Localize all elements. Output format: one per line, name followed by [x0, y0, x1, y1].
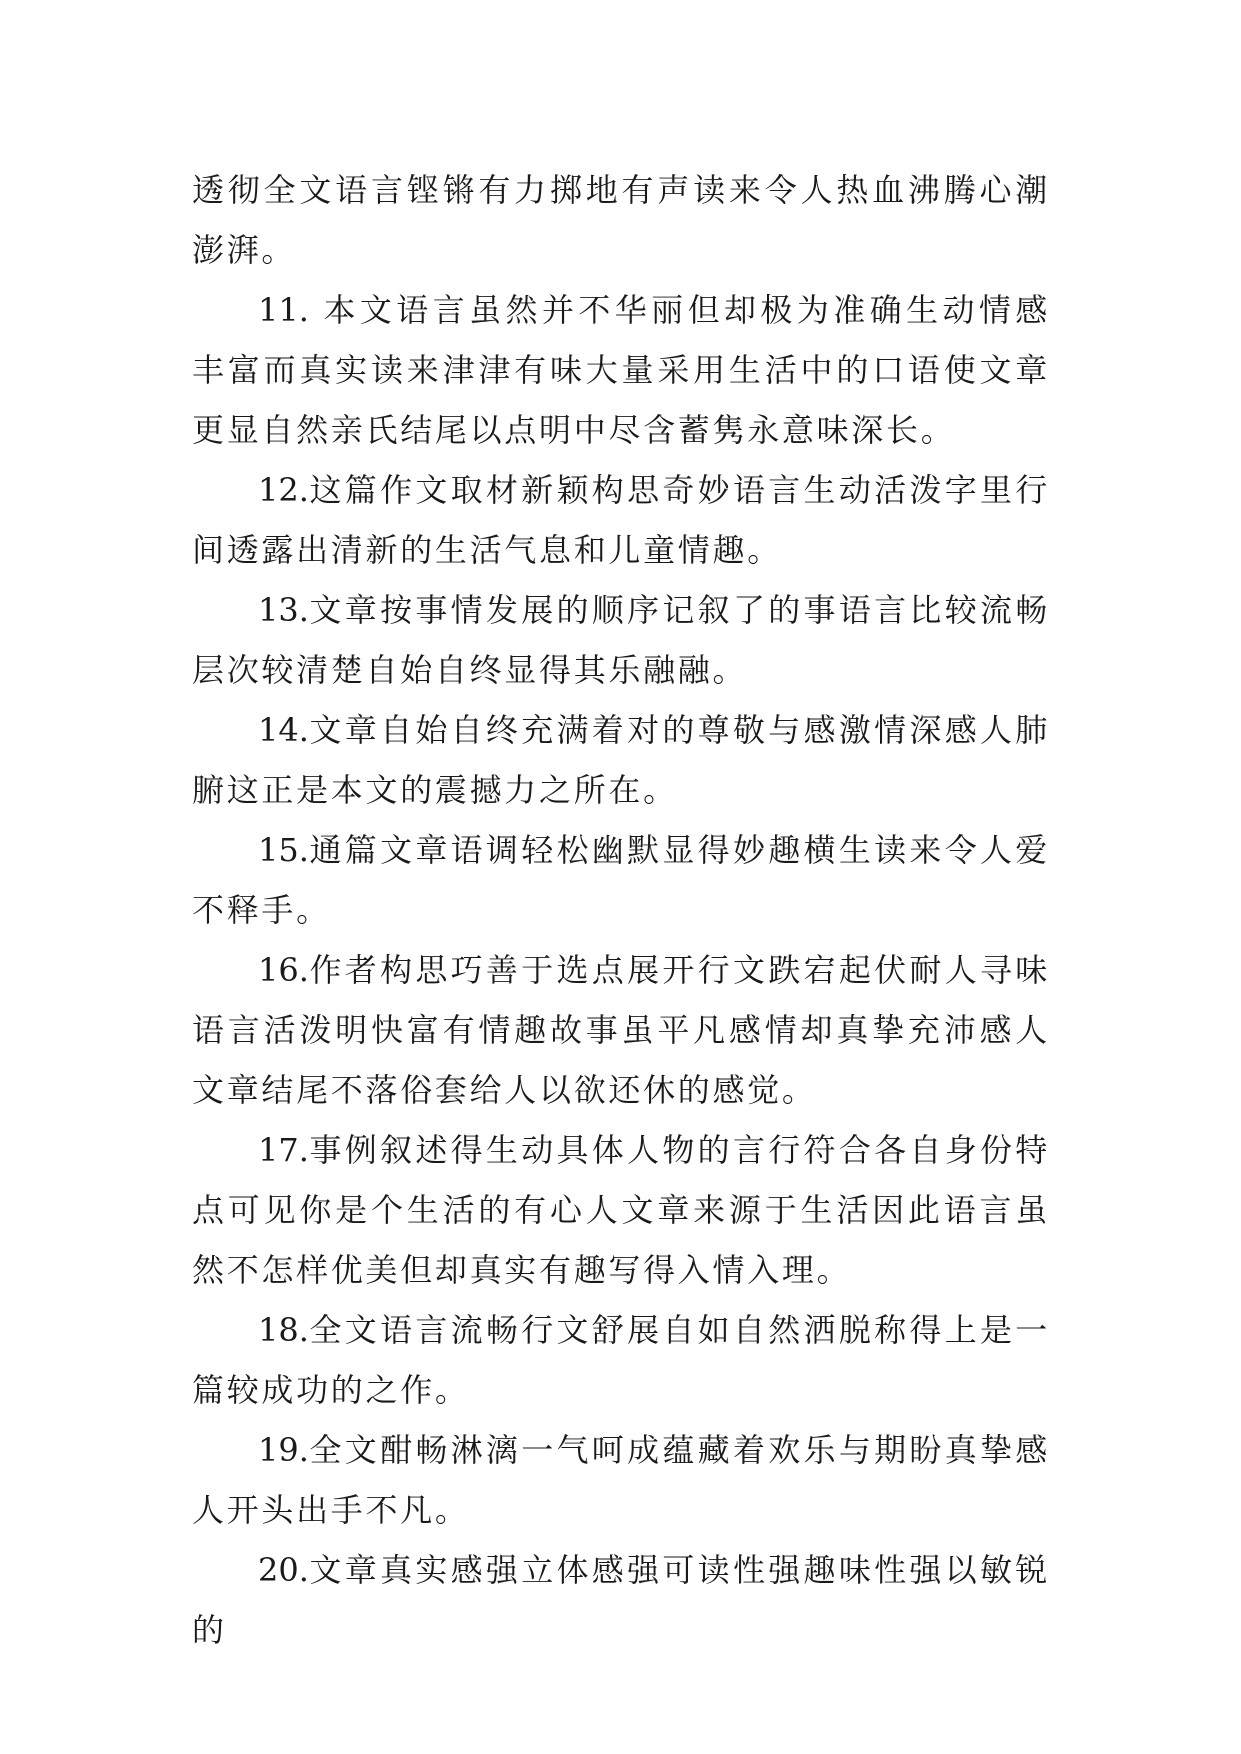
paragraph-text: 文章按事情发展的顺序记叙了的事语言比较流畅层次较清楚自始自终显得其乐融融。: [192, 591, 1050, 689]
paragraph-number: 20.: [258, 1551, 309, 1589]
paragraph-number: 12.: [258, 471, 309, 509]
paragraph-continuation: [192, 160, 1050, 280]
paragraph-number: 16.: [258, 951, 309, 989]
paragraph-text: 透彻全文语言铿锵有力掷地有声读来令人热血沸腾心潮澎湃。: [192, 171, 1050, 269]
paragraph-text: 全文语言流畅行文舒展自如自然洒脱称得上是一篇较成功的之作。: [192, 1311, 1050, 1409]
paragraph-17: [192, 1120, 1050, 1300]
paragraph-text: 本文语言虽然并不华丽但却极为准确生动情感丰富而真实读来津津有味大量采用生活中的口语使文章更显自然亲氏结尾以点明中尽含蓄隽永意味深长。: [192, 291, 1050, 449]
paragraph-number: 14.: [258, 711, 309, 749]
paragraph-text: 文章自始自终充满着对的尊敬与感激情深感人肺腑这正是本文的震撼力之所在。: [192, 711, 1050, 809]
paragraph-14: [192, 700, 1050, 820]
paragraph-18: [192, 1300, 1050, 1420]
paragraph-15: [192, 820, 1050, 940]
paragraph-number: 18.: [258, 1311, 309, 1349]
paragraph-11: [192, 280, 1050, 460]
paragraph-text: 事例叙述得生动具体人物的言行符合各自身份特点可见你是个生活的有心人文章来源于生活因此语言虽然不怎样优美但却真实有趣写得入情入理。: [192, 1131, 1050, 1289]
paragraph-text: 作者构思巧善于选点展开行文跌宕起伏耐人寻味语言活泼明快富有情趣故事虽平凡感情却真挚充沛感人文章结尾不落俗套给人以欲还休的感觉。: [192, 951, 1050, 1109]
paragraph-number: 17.: [258, 1131, 309, 1169]
paragraph-16: [192, 940, 1050, 1120]
paragraph-13: [192, 580, 1050, 700]
document-body: [192, 160, 1050, 1660]
paragraph-20: [192, 1540, 1050, 1660]
paragraph-text: 通篇文章语调轻松幽默显得妙趣横生读来令人爱不释手。: [192, 831, 1050, 929]
paragraph-number: 15.: [258, 831, 309, 869]
paragraph-19: [192, 1420, 1050, 1540]
paragraph-text: 全文酣畅淋漓一气呵成蕴藏着欢乐与期盼真挚感人开头出手不凡。: [192, 1431, 1050, 1529]
paragraph-number: 13.: [258, 591, 309, 629]
paragraph-number: 11.: [258, 291, 309, 329]
paragraph-number: 19.: [258, 1431, 309, 1469]
paragraph-12: [192, 460, 1050, 580]
paragraph-text: 文章真实感强立体感强可读性强趣味性强以敏锐的: [192, 1551, 1050, 1649]
paragraph-text: 这篇作文取材新颖构思奇妙语言生动活泼字里行间透露出清新的生活气息和儿童情趣。: [192, 471, 1050, 569]
